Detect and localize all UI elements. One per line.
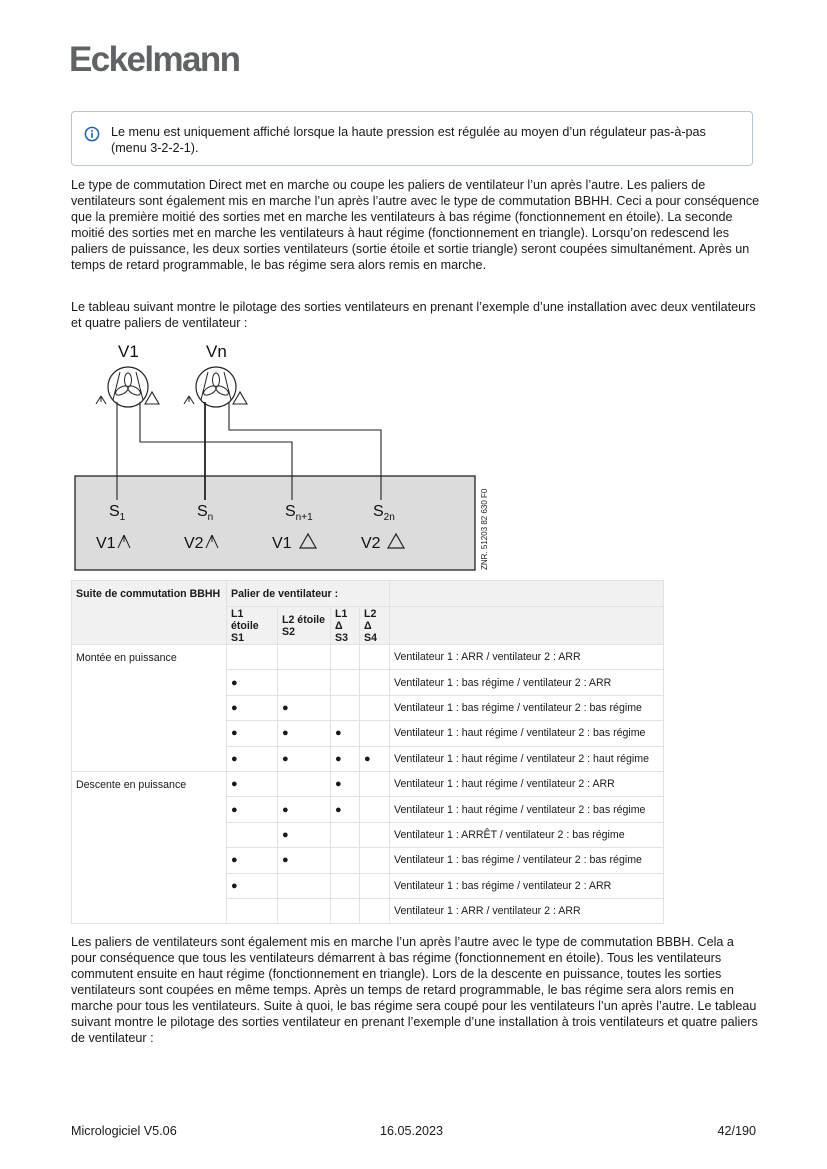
delta-symbol-icon (145, 392, 247, 404)
stage-cell (360, 670, 390, 695)
stage-cell (331, 898, 360, 923)
stage-cell: ● (278, 822, 331, 847)
controller-output-box (75, 476, 475, 570)
stage-cell: ● (227, 848, 278, 873)
output-v2-star-label: V2 (184, 535, 204, 552)
stage-cell: ● (227, 670, 278, 695)
output-v1-star-label: V1 (96, 535, 116, 552)
footer-date: 16.05.2023 (380, 1124, 444, 1138)
company-logo: Eckelmann (69, 40, 240, 79)
stage-cell: ● (227, 721, 278, 746)
column-header-fan-stage: Palier de ventilateur : (227, 581, 390, 607)
stage-cell (278, 898, 331, 923)
intro-paragraph (71, 177, 761, 273)
output-v2-delta-label: V2 (361, 535, 381, 552)
column-header-s3: L1 Δ S3 (331, 607, 360, 645)
output-s2n: $S_{2n}$ (373, 503, 395, 523)
stage-cell: ● (331, 746, 360, 771)
state-description: Ventilateur 1 : bas régime / ventilateur 2 : bas régime (390, 695, 664, 720)
state-description: Ventilateur 1 : ARR / ventilateur 2 : ARR (390, 645, 664, 670)
stage-cell: ● (227, 797, 278, 822)
stage-cell: ● (331, 797, 360, 822)
stage-cell (278, 670, 331, 695)
group-label-ramp-down: Descente en puissance (72, 771, 227, 923)
output-s1: $S_1$ (109, 503, 126, 523)
stage-cell: ● (227, 873, 278, 898)
stage-cell (360, 898, 390, 923)
state-description: Ventilateur 1 : bas régime / ventilateur 2 : ARR (390, 873, 664, 898)
column-header-s2: L2 étoile S2 (278, 607, 331, 645)
stage-cell (331, 848, 360, 873)
fan-icon (108, 367, 148, 407)
stage-cell: ● (278, 695, 331, 720)
stage-cell: ● (331, 771, 360, 796)
group-label-ramp-up: Montée en puissance (72, 645, 227, 772)
table-row (72, 645, 664, 670)
stage-cell: ● (278, 721, 331, 746)
drawing-reference: ZNR. 51203 82 630 F0 (480, 488, 489, 570)
stage-cell: ● (278, 848, 331, 873)
stage-cell (278, 873, 331, 898)
stage-cell (331, 873, 360, 898)
stage-cell (331, 695, 360, 720)
stage-cell (278, 645, 331, 670)
stage-cell (360, 721, 390, 746)
fan-wiring-diagram (74, 338, 494, 578)
footer-page-number: 42/190 (717, 1124, 756, 1138)
fan-label-v1: V1 (118, 342, 139, 361)
fan-icon (196, 367, 236, 407)
table-intro-paragraph (71, 299, 761, 331)
output-sn: $S_n$ (197, 503, 214, 523)
stage-cell (331, 670, 360, 695)
stage-cell: ● (360, 746, 390, 771)
column-header-blank (390, 607, 664, 645)
state-description: Ventilateur 1 : haut régime / ventilateur 2 : bas régime (390, 797, 664, 822)
stage-cell (227, 645, 278, 670)
paragraph-table-intro: Le tableau suivant montre le pilotage des sorties ventilateurs en prenant l’exemple d’une installation avec deux ventilateurs et quatre paliers de ventilateur : (71, 300, 756, 330)
stage-cell: ● (278, 797, 331, 822)
stage-cell (331, 645, 360, 670)
fan-label-vn: Vn (206, 342, 227, 361)
stage-cell (360, 771, 390, 796)
stage-cell (227, 898, 278, 923)
output-v1-delta-label: V1 (272, 535, 292, 552)
stage-cell: ● (227, 771, 278, 796)
stage-cell: ● (331, 721, 360, 746)
column-header-sequence: Suite de commutation BBHH (72, 581, 227, 645)
table-row (72, 771, 664, 796)
info-note (71, 111, 753, 166)
paragraph-direct-switching: Le type de commutation Direct met en marche ou coupe les paliers de ventilateur l’un après l’autre. Les paliers de ventilateurs sont également mis en marche l’un après l’autre avec le type de commutation BBHH. Ceci a pour conséquence que la première moitié des sorties met en marche les ventilateurs à bas régime (fonctionnement en étoile). La seconde moitié des sorties met en marche les ventilateurs à haut régime (fonctionnement en triangle). Lorsqu’on redescend les paliers de puissance, les deux sorties ventilateurs (sortie étoile et sortie triangle) seront coupées simultanément. Après un temps de retard programmable, le bas régime sera alors remis en marche. (71, 178, 760, 272)
state-description: Ventilateur 1 : bas régime / ventilateur 2 : bas régime (390, 848, 664, 873)
state-description: Ventilateur 1 : haut régime / ventilateur 2 : haut régime (390, 746, 664, 771)
stage-cell: ● (227, 746, 278, 771)
column-header-blank (390, 581, 664, 607)
paragraph-bbbh-switching: Les paliers de ventilateurs sont également mis en marche l’un après l’autre avec le type de commutation BBBH. Cela a pour conséquence que tous les ventilateurs démarrent à bas régime (fonctionnement en étoile). Tous les ventilateurs commutent ensuite en haut régime (fonctionnement en triangle). Lors de la descente en puissance, toutes les sorties ventilateurs sont coupées en même temps. Après un temps de retard programmable, le bas régime sera alors remis en marche pour tous les ventilateurs. Suite à quoi, le bas régime sera coupé pour les ventilateurs l’un après l’autre. Le tableau suivant montre le pilotage des sorties ventilateur en prenant l’exemple d’une installation à trois ventilateurs et quatre paliers de ventilateur : (71, 935, 758, 1045)
stage-cell (360, 645, 390, 670)
stage-cell (331, 822, 360, 847)
output-sn1: $S_{n+1}$ (285, 503, 313, 523)
footer-firmware-version: Micrologiciel V5.06 (71, 1124, 177, 1138)
info-icon (84, 126, 100, 142)
state-description: Ventilateur 1 : bas régime / ventilateur 2 : ARR (390, 670, 664, 695)
stage-cell (227, 822, 278, 847)
stage-cell (360, 797, 390, 822)
stage-cell (360, 695, 390, 720)
stage-cell: ● (227, 695, 278, 720)
info-note-text: Le menu est uniquement affiché lorsque la haute pression est régulée au moyen d’un régulateur pas-à-pas (menu 3-2-2-1). (111, 125, 706, 155)
stage-cell (360, 873, 390, 898)
column-header-s1: L1 étoile S1 (227, 607, 278, 645)
bbhh-switching-table (71, 580, 664, 924)
stage-cell: ● (278, 746, 331, 771)
stage-cell (360, 848, 390, 873)
state-description: Ventilateur 1 : ARRÊT / ventilateur 2 : bas régime (390, 822, 664, 847)
bbbh-paragraph (71, 934, 761, 1046)
state-description: Ventilateur 1 : ARR / ventilateur 2 : ARR (390, 898, 664, 923)
state-description: Ventilateur 1 : haut régime / ventilateur 2 : bas régime (390, 721, 664, 746)
state-description: Ventilateur 1 : haut régime / ventilateur 2 : ARR (390, 771, 664, 796)
stage-cell (278, 771, 331, 796)
stage-cell (360, 822, 390, 847)
column-header-s4: L2 Δ S4 (360, 607, 390, 645)
